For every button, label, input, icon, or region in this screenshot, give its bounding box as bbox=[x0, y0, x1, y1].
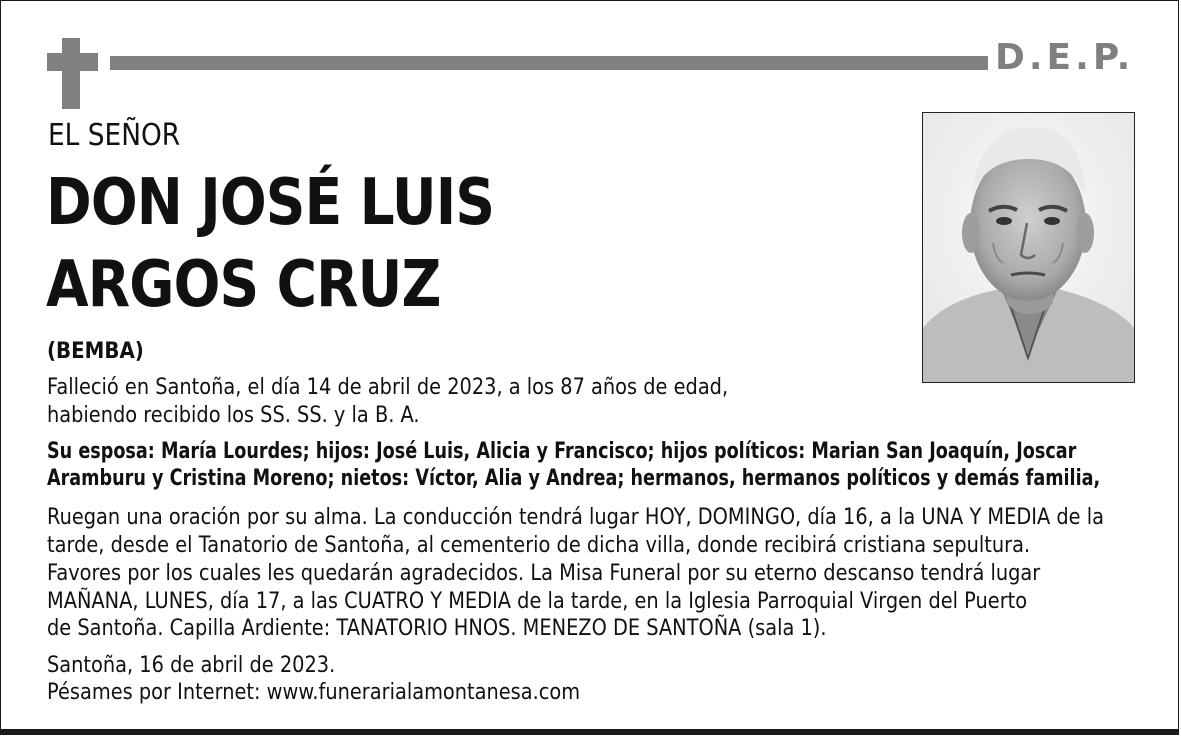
place-date: Santoña, 16 de abril de 2023. bbox=[47, 653, 336, 678]
portrait-photo bbox=[922, 112, 1135, 383]
portrait-image bbox=[923, 113, 1134, 382]
dep-label: D.E.P. bbox=[995, 37, 1135, 78]
service-line: MAÑANA, LUNES, día 17, a las CUATRO Y MEDIA de la tarde, en la Iglesia Parroquial Virgen del Puerto bbox=[47, 589, 1028, 614]
service-line: de Santoña. Capilla Ardiente: TANATORIO HNOS. MENEZO DE SANTOÑA (sala 1). bbox=[47, 616, 827, 641]
service-line: tarde, desde el Tanatorio de Santoña, al cementerio de dicha villa, donde recibirá cristiana sepultura. bbox=[47, 533, 1031, 558]
service-line: Favores por los cuales les quedarán agradecidos. La Misa Funeral por su eterno descanso tendrá lugar bbox=[47, 561, 1041, 586]
deceased-name-line-2: ARGOS CRUZ bbox=[46, 248, 441, 322]
death-info-line: habiendo recibido los SS. SS. y la B. A. bbox=[47, 403, 420, 428]
cross-vertical-bar bbox=[62, 38, 80, 109]
family-line: Su esposa: María Lourdes; hijos: José Luis, Alicia y Francisco; hijos políticos: Marian San Joaquín, Joscar bbox=[47, 439, 1077, 464]
nickname: (BEMBA) bbox=[47, 339, 144, 364]
cross-horizontal-bar bbox=[47, 53, 98, 71]
family-line: Aramburu y Cristina Moreno; nietos: Víctor, Alia y Andrea; hermanos, hermanos políticos y demás familia, bbox=[47, 466, 1101, 491]
service-line: Ruegan una oración por su alma. La conducción tendrá lugar HOY, DOMINGO, día 16, a la UNA Y MEDIA de la bbox=[47, 505, 1104, 530]
header-rule bbox=[110, 56, 988, 70]
deceased-name-line-1: DON JOSÉ LUIS bbox=[46, 166, 495, 240]
title-prefix: EL SEÑOR bbox=[48, 118, 181, 153]
condolences-link: Pésames por Internet: www.funerarialamontanesa.com bbox=[47, 680, 581, 705]
death-info-line: Falleció en Santoña, el día 14 de abril de 2023, a los 87 años de edad, bbox=[47, 375, 729, 400]
